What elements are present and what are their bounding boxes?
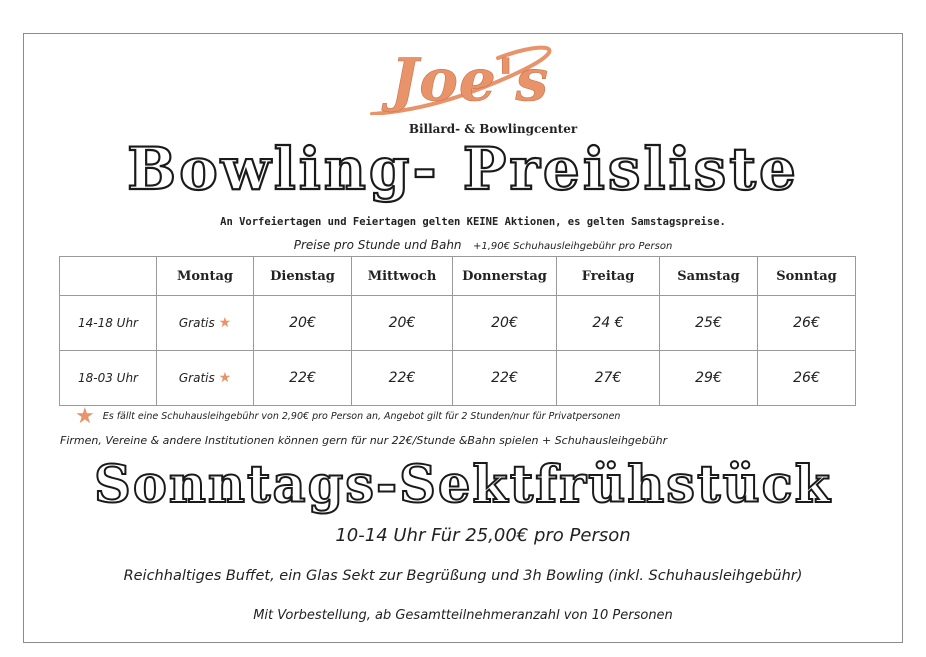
table-header: Freitag	[557, 257, 660, 296]
table-header: Montag	[157, 257, 254, 296]
montag-cell	[157, 351, 254, 406]
footnote-text: Es fällt eine Schuhausleihgebühr von 2,90€ pro Person an, Angebot gilt für 2 Stunden/nur für Privatpersonen	[102, 411, 621, 422]
price-cell: 22€	[254, 351, 352, 406]
page-title: Bowling- Preisliste	[127, 135, 799, 203]
star-icon: ★	[218, 315, 232, 331]
logo-subtitle: Billard- & Bowlingcenter	[408, 122, 578, 136]
price-cell: 26€	[758, 296, 856, 351]
price-cell: 20€	[352, 296, 453, 351]
price-cell: 29€	[660, 351, 758, 406]
companies-note: Firmen, Vereine & andere Institutionen können gern für nur 22€/Stunde &Bahn spielen + Schuhausleihgebühr	[60, 434, 668, 447]
price-basis-text: Preise pro Stunde und Bahn	[293, 238, 462, 252]
price-cell: 20€	[453, 296, 557, 351]
gratis-label: Gratis	[178, 371, 215, 385]
price-cell: 22€	[453, 351, 557, 406]
table-header: Donnerstag	[453, 257, 557, 296]
brunch-time: 10-14 Uhr Für 25,00€ pro Person	[335, 525, 631, 546]
shoe-fee-footnote	[75, 404, 875, 429]
table-header-row	[60, 257, 856, 296]
price-cell: 26€	[758, 351, 856, 406]
time-slot: 14-18 Uhr	[60, 296, 157, 351]
star-icon: ★	[75, 404, 95, 429]
table-header: Samstag	[660, 257, 758, 296]
price-table	[59, 256, 856, 406]
joes-logo	[0, 40, 926, 115]
table-header: Dienstag	[254, 257, 352, 296]
table-header	[60, 257, 157, 296]
price-cell: 27€	[557, 351, 660, 406]
shoe-fee-text: +1,90€ Schuhausleihgebühr pro Person	[473, 241, 673, 252]
price-cell: 22€	[352, 351, 453, 406]
logo-text: Joe's	[390, 46, 550, 114]
table-row	[60, 351, 856, 406]
montag-cell	[157, 296, 254, 351]
gratis-label: Gratis	[178, 316, 215, 330]
brunch-note: Mit Vorbestellung, ab Gesamtteilnehmeranzahl von 10 Personen	[253, 608, 673, 623]
price-cell: 25€	[660, 296, 758, 351]
star-icon: ★	[218, 370, 232, 386]
time-slot: 18-03 Uhr	[60, 351, 157, 406]
brunch-title: Sonntags-Sektfrühstück	[93, 455, 833, 515]
price-basis	[0, 238, 926, 252]
table-header: Mittwoch	[352, 257, 453, 296]
price-cell: 20€	[254, 296, 352, 351]
holiday-notice: An Vorfeiertagen und Feiertagen gelten KEINE Aktionen, es gelten Samstagspreise.	[220, 216, 726, 228]
table-header: Sonntag	[758, 257, 856, 296]
brunch-description: Reichhaltiges Buffet, ein Glas Sekt zur Begrüßung und 3h Bowling (inkl. Schuhausleihgebühr)	[123, 568, 803, 584]
price-cell: 24 €	[557, 296, 660, 351]
table-row	[60, 296, 856, 351]
